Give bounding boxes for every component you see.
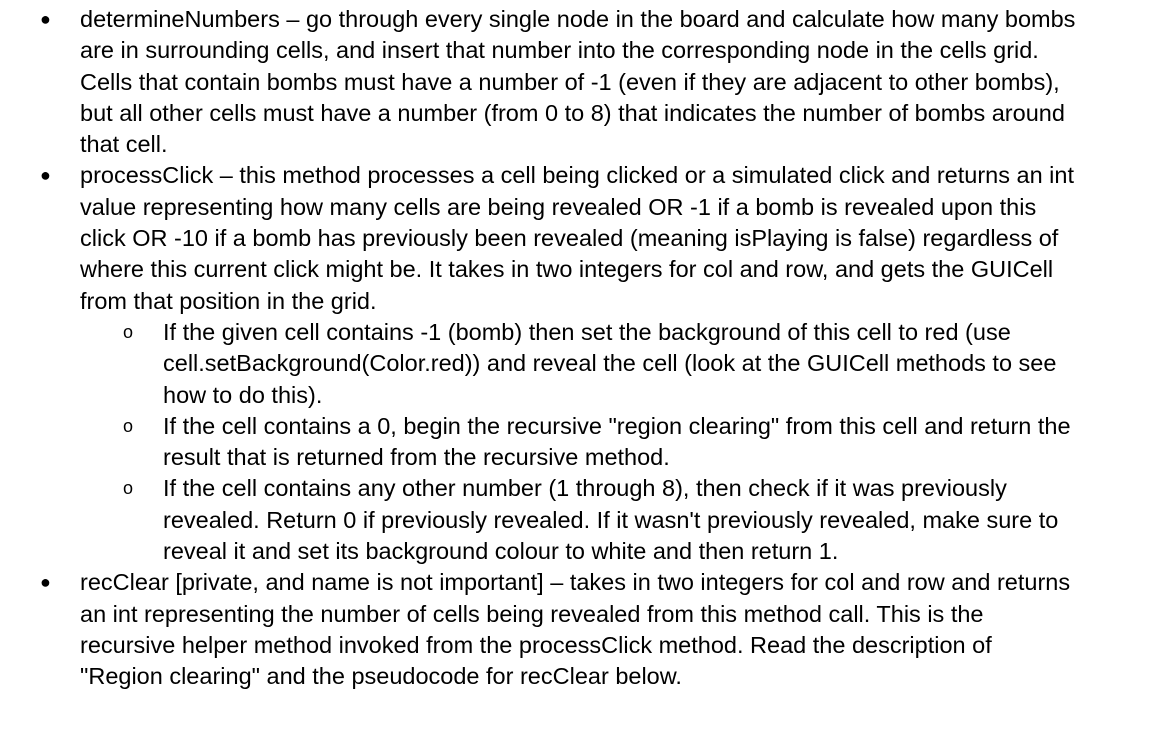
document-body — [0, 4, 1157, 693]
sub-item-bomb — [0, 317, 1083, 411]
list-item-rec-clear — [0, 567, 1080, 692]
sub-item-zero — [0, 411, 1083, 474]
bullet-icon: ● — [40, 9, 51, 29]
sub-item-text: If the cell contains a 0, begin the recursive "region clearing" from this cell and return the result that is returned from the recursive method. — [163, 412, 1071, 471]
item-text: determineNumbers – go through every single node in the board and calculate how many bombs are in surrounding cells, and insert that number into the corresponding node in the cells grid. Cells that contain bombs must have a number of -1 (even if they are adjacent to other bombs), but all other cells must have a number (from 0 to 8) that indicates the number of bombs around that cell. — [80, 6, 1076, 158]
sub-item-other-number — [0, 473, 1083, 567]
sub-item-text: If the cell contains any other number (1 through 8), then check if it was previously revealed. Return 0 if previously revealed. If it wasn't previously revealed, make sure to reveal it and set its background colour to white and then return 1. — [163, 475, 1059, 565]
sub-item-text: If the given cell contains -1 (bomb) then set the background of this cell to red (use cell.setBackground(Color.red)) and reveal the cell (look at the GUICell methods to see how to do this). — [163, 318, 1057, 408]
bullet-icon: ● — [40, 165, 51, 186]
circle-bullet-icon: o — [123, 415, 134, 436]
list-item-determine-numbers — [0, 4, 1080, 160]
list-item-process-click — [0, 160, 1080, 316]
bullet-icon: ● — [40, 572, 51, 593]
circle-bullet-icon: o — [123, 321, 134, 342]
circle-bullet-icon: o — [123, 478, 134, 499]
item-text: recClear [private, and name is not important] – takes in two integers for col and row and returns an int representing the number of cells being revealed from this method call. This is the recursive helper method invoked from the processClick method. Read the description of "Region clearing" and the pseudocode for recClear below. — [80, 569, 1071, 690]
item-text: processClick – this method processes a cell being clicked or a simulated click and returns an int value representing how many cells are being revealed OR -1 if a bomb is revealed upon this click OR -10 if a bomb has previously been revealed (meaning isPlaying is false) regardless of where this current click might be. It takes in two integers for col and row, and gets the GUICell from that position in the grid. — [80, 162, 1074, 314]
